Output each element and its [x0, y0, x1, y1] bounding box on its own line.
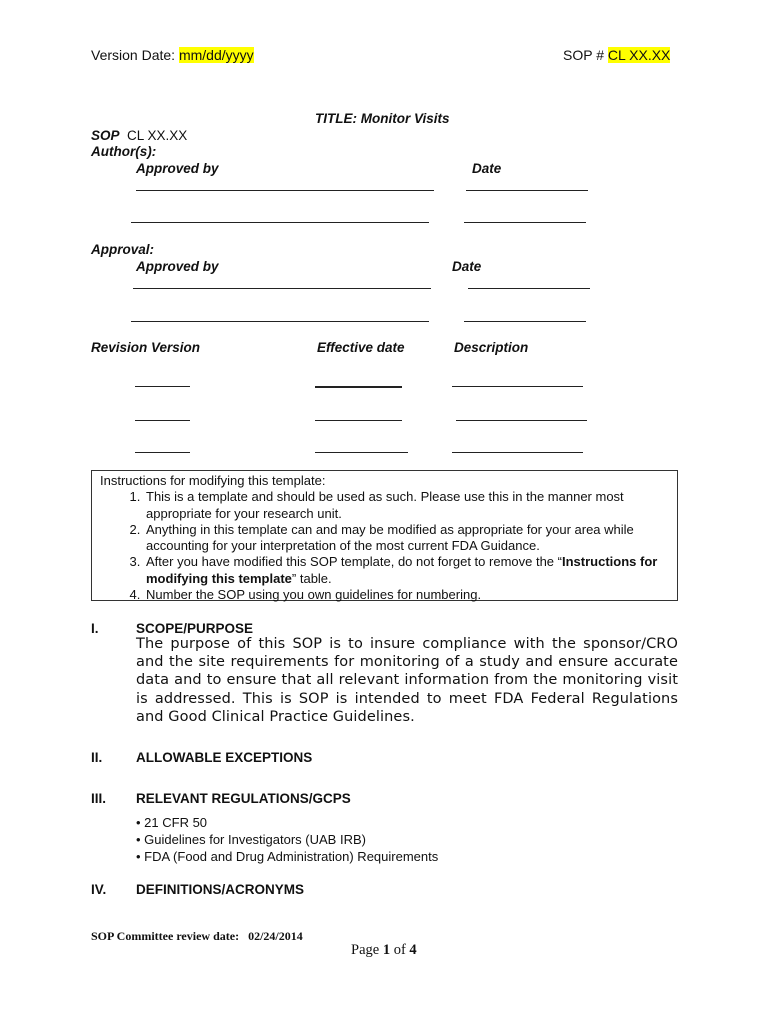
regulation-list-item: • 21 CFR 50	[136, 815, 208, 830]
authors-approved-by-label: Approved by	[136, 161, 219, 176]
effective-date-line-2[interactable]	[315, 420, 402, 421]
approval-label: Approval:	[91, 242, 155, 257]
description-line-2[interactable]	[456, 420, 587, 421]
effective-date-line-1[interactable]	[315, 386, 402, 388]
section-heading-exceptions: ALLOWABLE EXCEPTIONS	[136, 750, 313, 765]
regulation-list-item: • FDA (Food and Drug Administration) Requirements	[136, 849, 439, 864]
page-title: TITLE: Monitor Visits	[315, 111, 450, 126]
section-number: IV.	[91, 882, 107, 897]
instructions-list	[100, 489, 677, 603]
author-signature-line-2[interactable]	[131, 222, 429, 223]
description-line-1[interactable]	[452, 386, 583, 387]
sop-number	[563, 47, 670, 63]
instruction-item: 4. Number the SOP using you own guidelines for numbering.	[144, 587, 677, 603]
sop-line	[91, 128, 187, 143]
instruction-item: 2. Anything in this template can and may be modified as appropriate for your area while accounting for your interpretation of the most current FDA Guidance.	[144, 522, 677, 555]
instruction-item-tail: ” table.	[291, 570, 332, 586]
description-header: Description	[454, 340, 529, 355]
regulation-list-item: • Guidelines for Investigators (UAB IRB)	[136, 832, 366, 847]
review-date-value: 02/24/2014	[248, 929, 303, 943]
author-date-line-2[interactable]	[464, 222, 586, 223]
sop-number-label: SOP #	[563, 47, 608, 63]
review-date-label: SOP Committee review date:	[91, 929, 240, 943]
version-date-label: Version Date:	[91, 47, 179, 63]
section-heading-scope: SCOPE/PURPOSE	[136, 621, 254, 636]
instruction-item-text: After you have modified this SOP template, do not forget to remove the “	[146, 554, 562, 570]
approval-date-label: Date	[452, 259, 482, 274]
approval-date-line-1[interactable]	[468, 288, 590, 289]
approval-approved-by-label: Approved by	[136, 259, 219, 274]
approval-signature-line-1[interactable]	[133, 288, 431, 289]
instruction-item: 1. This is a template and should be used as such. Please use this in the manner most appropriate for your research unit.	[144, 489, 677, 522]
revision-version-line-3[interactable]	[135, 452, 190, 453]
approval-signature-line-2[interactable]	[131, 321, 429, 322]
section-number: I.	[91, 621, 99, 636]
section-heading-definitions: DEFINITIONS/ACRONYMS	[136, 882, 305, 897]
page-total: 4	[409, 942, 417, 958]
section-number: III.	[91, 791, 107, 806]
section-heading-regulations: RELEVANT REGULATIONS/GCPS	[136, 791, 351, 806]
effective-date-line-3[interactable]	[315, 452, 408, 453]
revision-version-line-2[interactable]	[135, 420, 190, 421]
page-number	[351, 942, 417, 959]
instructions-heading: Instructions for modifying this template:	[100, 473, 326, 488]
version-date	[91, 47, 254, 63]
revision-version-line-1[interactable]	[135, 386, 190, 387]
approval-date-line-2[interactable]	[464, 321, 586, 322]
description-line-3[interactable]	[452, 452, 583, 453]
page-label: Page	[351, 942, 383, 958]
instructions-box	[91, 470, 678, 601]
authors-label: Author(s):	[91, 144, 157, 159]
instruction-item	[144, 554, 677, 587]
section-number: II.	[91, 750, 103, 765]
sop-line-value: CL XX.XX	[127, 128, 188, 143]
instruction-item-bold: Instructions for modifying this template	[146, 554, 658, 586]
review-date	[91, 929, 303, 944]
page-of-label: of	[390, 942, 410, 958]
effective-date-header: Effective date	[317, 340, 405, 355]
author-signature-line-1[interactable]	[136, 190, 434, 191]
purpose-paragraph: The purpose of this SOP is to insure compliance with the sponsor/CRO and the site requirements for monitoring of a study and ensure accurate data and to ensure that all relevant information from the monitoring visit is addressed. This is SOP is intended to meet FDA Federal Regulations and Good Clinical Practice Guidelines.	[136, 636, 678, 725]
page-current: 1	[382, 942, 391, 958]
revision-version-header: Revision Version	[91, 340, 201, 355]
sop-line-label: SOP	[91, 128, 120, 143]
authors-date-label: Date	[472, 161, 502, 176]
sop-number-value[interactable]: CL XX.XX	[607, 47, 671, 63]
author-date-line-1[interactable]	[466, 190, 588, 191]
version-date-value[interactable]: mm/dd/yyyy	[178, 47, 254, 63]
